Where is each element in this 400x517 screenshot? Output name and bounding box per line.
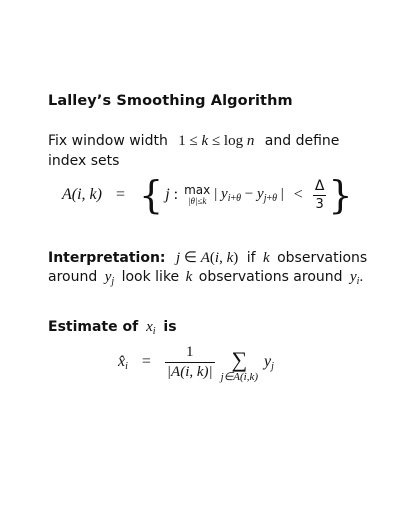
estimator-equation bbox=[118, 341, 274, 383]
paragraph-1-suffix: and define bbox=[264, 133, 340, 149]
interpretation-look-like: look like bbox=[121, 269, 180, 285]
interpretation-if: if bbox=[246, 250, 256, 266]
max-label: max bbox=[184, 183, 211, 197]
interpretation-observations: observations bbox=[277, 250, 368, 266]
slide-title: Lalley’s Smoothing Algorithm bbox=[48, 93, 293, 109]
absolute-difference: | $y_{i+\theta} - y_{j+\theta}$ | bbox=[214, 186, 284, 204]
sum-subscript: j∈A(i,k) bbox=[220, 371, 259, 383]
y-j: $y_j$ bbox=[104, 269, 115, 287]
close-brace: } bbox=[328, 173, 353, 217]
sum-symbol: ∑ bbox=[231, 347, 248, 372]
y-j-summand: $y_j$ bbox=[264, 352, 274, 372]
paragraph-1-line-2: index sets bbox=[48, 153, 120, 169]
interpretation-line-2 bbox=[48, 269, 363, 287]
normalizing-fraction bbox=[165, 344, 215, 381]
max-operator bbox=[184, 184, 210, 206]
interpretation-k-1: k bbox=[262, 250, 270, 266]
x-hat-i: $x̂_i$ bbox=[118, 352, 128, 372]
x-i: $x_i$ bbox=[146, 319, 156, 337]
interpretation-line-1 bbox=[48, 248, 367, 267]
y-i: $y_i$. bbox=[350, 269, 364, 287]
window-width-inequality: 1 ≤ k ≤ log n bbox=[178, 133, 255, 149]
interpretation-label: Interpretation: bbox=[48, 250, 166, 266]
open-brace: { bbox=[139, 173, 164, 217]
estimate-is: is bbox=[163, 319, 177, 335]
less-than: < bbox=[293, 186, 303, 203]
set-builder-j: j : bbox=[165, 186, 179, 203]
interpretation-obs-around: observations around bbox=[198, 269, 343, 285]
delta-numerator: Δ bbox=[314, 178, 325, 194]
three-denominator: 3 bbox=[315, 197, 324, 212]
max-subscript: |θ|≤k bbox=[188, 196, 207, 206]
interpretation-around: around bbox=[48, 269, 98, 285]
index-set-lhs: A(i, k) bbox=[62, 186, 102, 203]
delta-over-three bbox=[313, 178, 327, 212]
paragraph-1-line-1 bbox=[48, 133, 339, 150]
equation-2-equals: = bbox=[141, 353, 151, 370]
summation bbox=[221, 349, 258, 383]
fraction-numerator: 1 bbox=[186, 343, 194, 360]
fraction-denominator: |A(i, k)| bbox=[166, 363, 213, 380]
membership-expression: j ∈ A(i, k) bbox=[175, 250, 239, 266]
paragraph-1-prefix: Fix window width bbox=[48, 133, 168, 149]
equation-1-equals: = bbox=[115, 186, 126, 203]
estimate-label: Estimate of bbox=[48, 319, 139, 335]
interpretation-k-2: k bbox=[185, 269, 193, 285]
estimate-heading bbox=[48, 319, 177, 337]
index-set-equation bbox=[62, 173, 353, 217]
